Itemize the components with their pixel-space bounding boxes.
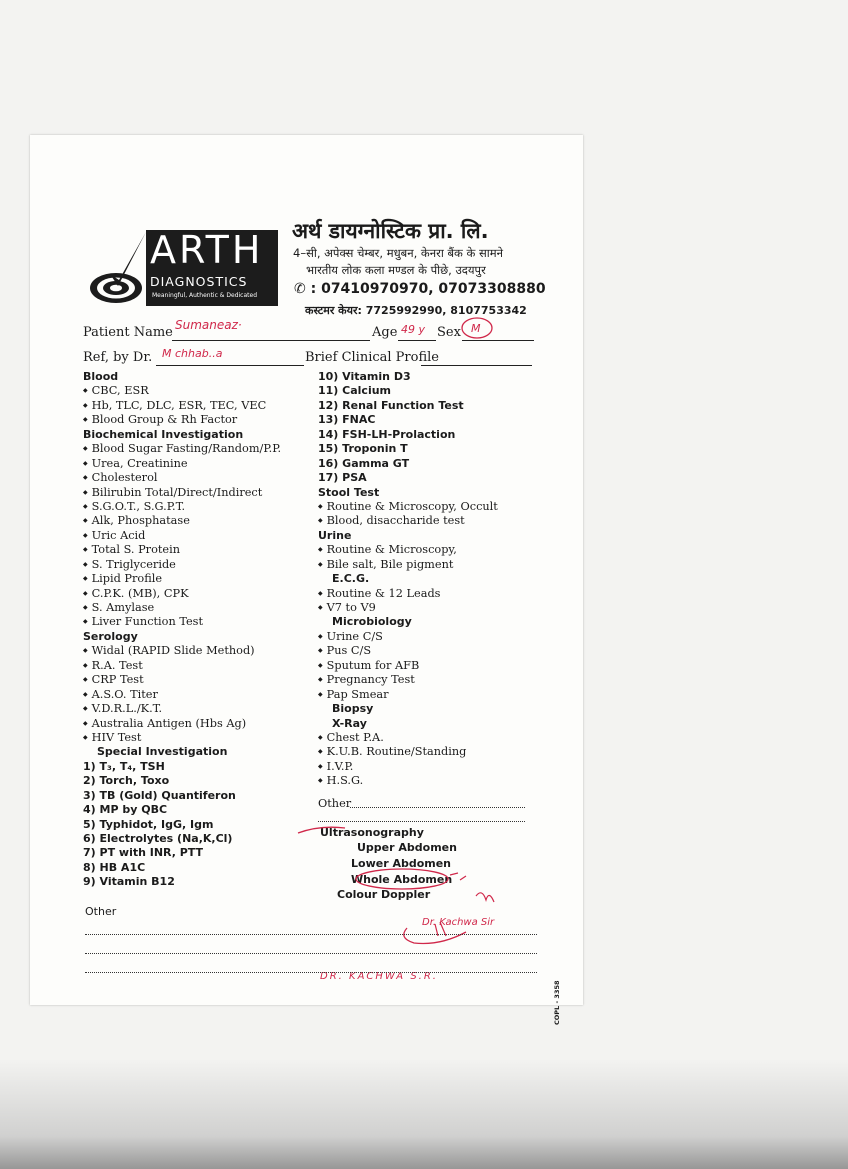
patient-name-value: Sumaneaz·	[175, 318, 242, 332]
right-other-label: Other	[318, 797, 352, 810]
left-test-item: ◆ V.D.R.L./K.T.	[83, 702, 281, 716]
ref-by-label: Ref, by Dr.	[83, 350, 153, 365]
right-test-list	[318, 370, 498, 789]
left-test-item: 5) Typhidot, IgG, Igm	[83, 817, 214, 831]
left-test-item: ◆ C.P.K. (MB), CPK	[83, 587, 281, 601]
left-test-item: 8) HB A1C	[83, 860, 146, 874]
right-test-item: 10) Vitamin D3	[318, 370, 411, 383]
left-test-item: ◆ Lipid Profile	[83, 572, 281, 586]
logo-subtitle: DIAGNOSTICS	[150, 274, 248, 289]
whole-abdomen: Whole Abdomen	[351, 873, 453, 886]
target-logo-icon	[88, 230, 148, 306]
clinical-profile-label: Brief Clinical Profile	[305, 350, 439, 365]
left-test-item: ◆ Bilirubin Total/Direct/Indirect	[83, 486, 281, 500]
left-test-item: ◆ Widal (RAPID Slide Method)	[83, 644, 281, 658]
left-section-heading: Blood	[83, 370, 119, 383]
right-section-heading: Microbiology	[332, 615, 412, 629]
patient-name-line	[172, 340, 370, 341]
right-section-heading: Biopsy	[332, 702, 374, 716]
left-test-item: ◆ CRP Test	[83, 673, 281, 687]
upper-abdomen: Upper Abdomen	[357, 841, 457, 854]
hindi-address-line-1: 4–सी, अपेक्स चेम्बर, मधुबन, केनरा बैंक के सामने	[293, 246, 504, 260]
hindi-company-name: अर्थ डायग्नोस्टिक प्रा. लि.	[292, 219, 489, 243]
right-test-item: ◆ Pregnancy Test	[318, 673, 498, 687]
handwritten-signature: Dr. Kachwa Sir	[422, 917, 495, 928]
right-test-item: ◆ V7 to V9	[318, 601, 498, 615]
lower-abdomen: Lower Abdomen	[351, 857, 452, 870]
right-test-item: ◆ Pap Smear	[318, 688, 498, 702]
left-section-heading: Special Investigation	[97, 745, 228, 759]
right-section-heading: Urine	[318, 528, 352, 542]
left-section-heading: Biochemical Investigation	[83, 427, 244, 441]
left-test-item: ◆ S.G.O.T., S.G.P.T.	[83, 500, 281, 514]
right-test-item: ◆ Blood, disaccharide test	[318, 514, 498, 528]
right-test-item: ◆ H.S.G.	[318, 774, 498, 788]
left-test-item: ◆ Blood Group & Rh Factor	[83, 413, 281, 427]
ref-by-value: M chhab..a	[162, 347, 223, 360]
arth-logo	[88, 230, 278, 306]
phone-numbers: ✆ : 07410970970, 07073308880	[294, 281, 546, 297]
right-test-item: 13) FNAC	[318, 413, 376, 427]
right-test-item: ◆ Pus C/S	[318, 644, 498, 658]
left-test-item: ◆ CBC, ESR	[83, 384, 281, 398]
left-test-item: ◆ Alk, Phosphatase	[83, 514, 281, 528]
right-test-item: ◆ Bile salt, Bile pigment	[318, 558, 498, 572]
right-test-item: ◆ Urine C/S	[318, 630, 498, 644]
right-section-heading: E.C.G.	[332, 572, 370, 586]
left-test-item: ◆ Uric Acid	[83, 529, 281, 543]
right-test-item: 15) Troponin T	[318, 442, 408, 456]
left-test-item: 3) TB (Gold) Quantiferon	[83, 788, 236, 802]
left-test-item: 9) Vitamin B12	[83, 875, 175, 889]
left-section-heading: Serology	[83, 629, 138, 643]
footer-line-3	[85, 972, 537, 973]
requisition-form	[30, 135, 583, 1025]
right-section-heading: Stool Test	[318, 485, 380, 499]
sex-label: Sex	[437, 325, 461, 340]
right-test-item: 12) Renal Function Test	[318, 398, 464, 412]
sex-value: M	[471, 322, 481, 335]
right-test-item: 14) FSH-LH-Prolaction	[318, 427, 456, 441]
right-test-item: ◆ Routine & Microscopy, Occult	[318, 500, 498, 514]
footer-other-label: Other	[85, 905, 117, 918]
left-test-item: ◆ S. Amylase	[83, 601, 281, 615]
age-value: 49 y	[401, 323, 426, 336]
left-test-item: 1) T₃, T₄, TSH	[83, 759, 165, 773]
right-test-item: ◆ K.U.B. Routine/Standing	[318, 745, 498, 759]
left-test-item: ◆ R.A. Test	[83, 659, 281, 673]
logo-word: ARTH	[150, 228, 264, 272]
left-test-item: ◆ Liver Function Test	[83, 615, 281, 629]
right-test-item: ◆ Routine & 12 Leads	[318, 587, 498, 601]
colour-doppler: Colour Doppler	[337, 888, 431, 901]
left-test-item: 7) PT with INR, PTT	[83, 846, 204, 860]
handwritten-referral-note: DR. KACHWA S.R.	[320, 971, 438, 982]
ultrasonography-heading: Ultrasonography	[320, 826, 424, 839]
right-test-item: ◆ Chest P.A.	[318, 731, 498, 745]
ref-by-line	[156, 365, 304, 366]
logo-box	[146, 230, 278, 306]
customer-care: कस्टमर केयर: 7725992990, 8107753342	[305, 304, 527, 317]
left-test-item: 4) MP by QBC	[83, 803, 168, 817]
right-other-line-1	[350, 807, 525, 808]
left-test-item: ◆ Australia Antigen (Hbs Ag)	[83, 717, 281, 731]
scan-shadow	[0, 1059, 848, 1169]
patient-name-label: Patient Name	[83, 325, 173, 340]
logo-tagline: Meaningful, Authentic & Dedicated	[152, 292, 258, 299]
age-label: Age	[372, 325, 398, 340]
left-test-item: ◆ S. Triglyceride	[83, 558, 281, 572]
left-test-item: ◆ HIV Test	[83, 731, 281, 745]
print-code: COPL - 3358	[553, 980, 561, 1025]
clinical-profile-line	[421, 365, 532, 366]
right-test-item: 11) Calcium	[318, 384, 392, 398]
handwritten-marks	[290, 820, 580, 990]
left-test-item: ◆ Blood Sugar Fasting/Random/P.P.	[83, 442, 281, 456]
left-test-item: ◆ Cholesterol	[83, 471, 281, 485]
footer-line-2	[85, 953, 537, 954]
right-test-item: ◆ Sputum for AFB	[318, 659, 498, 673]
right-test-item: ◆ I.V.P.	[318, 760, 498, 774]
right-test-item: 17) PSA	[318, 471, 367, 485]
left-test-item: ◆ Total S. Protein	[83, 543, 281, 557]
hindi-address-line-2: भारतीय लोक कला मण्डल के पीछे, उदयपुर	[306, 263, 486, 277]
age-line	[398, 340, 436, 341]
right-test-item: 16) Gamma GT	[318, 456, 410, 470]
left-test-item: 2) Torch, Toxo	[83, 774, 170, 788]
left-test-item: ◆ Hb, TLC, DLC, ESR, TEC, VEC	[83, 399, 281, 413]
left-test-item: 6) Electrolytes (Na,K,Cl)	[83, 832, 233, 845]
right-test-item: ◆ Routine & Microscopy,	[318, 543, 498, 557]
left-test-item: ◆ Urea, Creatinine	[83, 457, 281, 471]
left-test-item: ◆ A.S.O. Titer	[83, 688, 281, 702]
right-section-heading: X-Ray	[332, 716, 367, 730]
left-test-list	[83, 370, 281, 890]
footer-line-1	[85, 934, 537, 935]
